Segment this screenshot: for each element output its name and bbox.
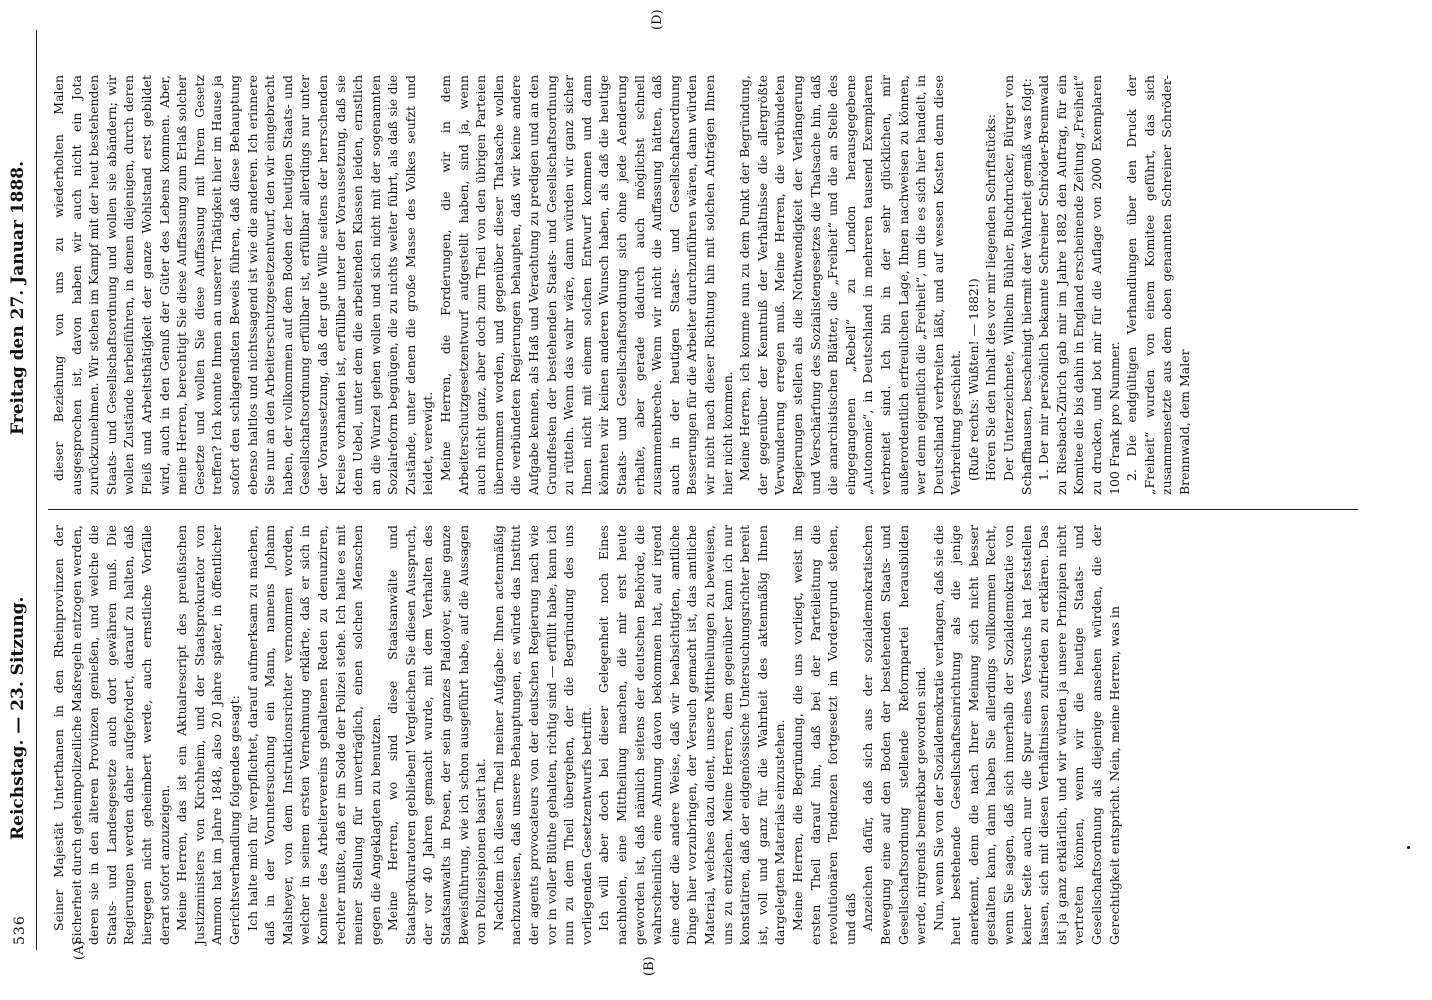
scan-speck bbox=[1407, 846, 1410, 849]
header-rule bbox=[36, 30, 37, 950]
running-header bbox=[0, 0, 50, 1000]
paragraph: Hören Sie den Inhalt des vor mir liegenden Schriftstücks: bbox=[983, 114, 999, 481]
paragraph: Seiner Majestät Unterthanen in den Rheinprovinzen der Sicherheit durch geheimpolizeiliche Maßregeln entzogen werden, deren sie in den älteren Provinzen genießen, und welche die Staats- und Landesgesetze auch dort gewähren muß. Die Regierungen werden daher aufgefordert, darauf zu halten, daß hiergegen nicht geheimbert werde, auch ernstliche Vorfälle derart sofort anzuzeigen. bbox=[51, 525, 172, 945]
paragraph: dieser Beziehung von uns zu wiederholten Malen ausgesprochen ist, davon haben wir auch nicht ein Jota zurückzunehmen. Wir stehen im Kampf mit der heut bestehenden Staats- und Gesellschaftsordnung und wollen sie abändern; wir wollen Zustände herbeiführen, in denen diejenigen, durch deren Fleiß und Arbeitsthätigkeit der ganze Wohlstand erst gebildet wird, auch in den Genuß der Güter des Lebens kommen. Aber, meine Herren, berechtigt Sie diese Auffassung zum Erlaß solcher Gesetze und wollen Sie diese Auffassung mit Ihrem Gesetz treffen? Ich konnte Ihnen an unserer Thätigkeit hier im Hause ja sofort den schlagendsten Beweis führen, daß diese Behauptung ebenso haltlos und nichtssagend ist wie die anderen. Ich erinnere Sie nur an den Arbeiterschutzgesetzentwurf, den wir eingebracht haben, der vollkommen auf dem Boden der heutigen Staats- und Gesellschaftsordnung erfüllbar ist, erfüllbar allerdings nur unter der Voraussetzung, daß der gute Wille seitens der herrschenden Kreise vorhanden ist, erfüllbar unter der Voraussetzung, daß sie dem Uebel, unter dem die arbeitenden Klassen leiden, ernstlich an die Wurzel gehen wollen und sich nicht mit der sogenannten Sozialreform begnügen, die zu nichts weiter führt, als daß sie die Zustände, unter denen die große Masse des Volkes seufzt und leidet, verewigt. bbox=[51, 75, 436, 495]
header-right-title: Freitag den 27. Januar 1888. bbox=[8, 160, 28, 435]
header-left-title: Reichstag. — 23. Sitzung. bbox=[8, 596, 28, 840]
paragraph: Anzeichen dafür, daß sich aus der sozialdemokratischen Bewegung eine auf den Boden der bestehenden Staats- und Gesellschaftsordnung stellende Reformpartei herausbilden werde, nirgends bemerkbar geworden sind. bbox=[860, 525, 929, 945]
paragraph: 1. Der mir persönlich bekannte Schreiner Schröder-Brennwald zu Riesbach-Zürich gab mir im Jahre 1882 den Auftrag, für ein Komitee die bis dahin in England erscheinende Zeitung „Freiheit“ zu drucken, und bot mir für die Auflage von 2000 Exemplaren 100 Frank pro Nummer. bbox=[1036, 75, 1122, 495]
paragraph: 2. Die endgültigen Verhandlungen über den Druck der „Freiheit“ wurden von einem Komitee geführt, das sich zusammensetzte aus dem oben genannten Schreiner Schröder-Brennwald, dem Maler bbox=[1124, 75, 1192, 495]
paragraph: Meine Herren, das ist ein Aktualrescript des preußischen Justizministers von Kirchheim, und der Staatsprokurator von Ammon hat im Jahre 1848, also 20 Jahre später, in öffentlicher Gerichtsverhandlung folgendes gesagt: bbox=[174, 525, 242, 945]
left-text-column bbox=[50, 525, 1123, 945]
margin-marker-b: (B) bbox=[642, 956, 657, 976]
paragraph: Nachdem ich diesen Theil meiner Aufgabe: Ihnen actenmäßig nachzuweisen, daß unsere Behauptungen, es würde das Institut der agents provocateurs von der deutschen Regierung nach wie vor in voller Blüthe gehalten, richtig sind — erfüllt habe, kann ich nun zu dem Theil übergehen, der die Begründung des uns vorliegenden Gesetzentwurfs betrifft. bbox=[490, 525, 594, 945]
digitization-watermark-strip bbox=[1384, 0, 1432, 1000]
margin-marker-a: (A) bbox=[72, 940, 87, 960]
paragraph: Meine Herren, ich komme nun zu dem Punkt der Begründung, der gegenüber der Kenntniß der Verhältnisse die allergrößte Verwunderung erregen muß. Meine Herren, die verbündeten Regierungen stellen als die Nothwendigkeit der Verlängerung und Verschärfung des Sozialistengesetzes die Thatsache hin, daß die anarchistischen Blätter, die „Freiheit“ und die an Stelle des eingegangenen „Rebell“ zu London herausgegebene „Autonomie“, in Deutschland in mehreren tausend Exemplaren verbreitet sind. Ich bin in der sehr glücklichen, mir außerordentlich erfreulichen Lage, Ihnen nachweisen zu können, wer denn eigentlich die „Freiheit“, um die es sich hier handelt, in Deutschland verbreiten läßt, und auf wessen Kosten denn diese Verbreitung geschieht. bbox=[737, 75, 964, 495]
paragraph: Meine Herren, wo sind diese Staatsanwälte und Staatsprokuratoren geblieben! Vergleichen Sie diesen Ausspruch, der vor 40 Jahren gemacht wurde, mit dem Verhalten des Staatsanwalts in Posen, der sein ganzes Plaidoyer, seine ganze Beweisführung, wie ich schon ausgeführt habe, auf die Aussagen von Polizeispionen basirt hat. bbox=[385, 525, 489, 945]
paragraph: Ich will aber doch bei dieser Gelegenheit noch Eines nachholen, eine Mittheilung machen, die mir erst heute geworden ist, daß nämlich seitens der deutschen Behörde, die wahrscheinlich eine Ahnung davon bekommen hat, auf irgend eine oder die andere Weise, daß wir beabsichtigten, amtliche Dinge hier vorzubringen, der Versuch gemacht ist, das amtliche Material, welches dazu dient, unsere Mittheilungen zu beweisen, uns zu entziehen. Meine Herren, dem gegenüber kann ich nur konstatiren, daß der eidgenössische Untersuchungsrichter bereit ist, voll und ganz für die Wahrheit des aktenmäßig Ihnen dargelegten Materials einzustehen. bbox=[596, 525, 788, 945]
right-text-column bbox=[50, 75, 1194, 495]
paragraph: Meine Herren, die Begründung, die uns vorliegt, weist im ersten Theil darauf hin, daß bei der Parteileitung die revolutionären Tendenzen fortgesetzt im Vordergrund stehen, und daß bbox=[789, 525, 858, 945]
paragraph: (Rufe rechts: Wüßten! — 1882!) bbox=[965, 278, 981, 481]
page-number: 536 bbox=[12, 915, 28, 945]
paragraph: Ich halte mich für verpflichtet, darauf aufmerksam zu machen, daß in der Voruntersuchung ein Mann, namens Johann Malsheyer, von dem Instruktionsrichter vernommen worden, welcher in seinem ersten Vernehmung erklärte, daß er sich in Komitee des Arbeitervereins gehaltenen Reden zu denunziren, rechter mußte, daß er im Solde der Polizei stehe. Ich halte es mit meiner Stellung für unverträglich, einen solchen Menschen gegen die Angeklagten zu benutzen. bbox=[244, 525, 383, 945]
paragraph: Nun, wenn Sie von der Sozialdemokratie verlangen, daß sie die heut bestehende Gesellschaftseinrichtung als die jenige anerkennt, denn die nach Ihrer Meinung sich nicht besser gestalten kann, dann haben Sie allerdings vollkommen Recht, wenn Sie sagen, daß sich innerhalb der Sozialdemokratie von keiner Seite auch nur die Spur eines Versuchs hat feststellen lassen, sich mit diesen Verhältnissen zufrieden zu erklären. Das ist ja ganz erklärlich, und wir würden ja unsere Prinzipien nicht vertreten können, wenn wir die heutige Staats- und Gesellschaftsordnung als diejenige ansehen würden, die der Gerechtigkeit entspricht. Nein, meine Herren, was in bbox=[930, 525, 1122, 945]
paragraph: Meine Herren, die Forderungen, die wir in dem Arbeiterschutzgesetzentwurf aufgestellt haben, sind ja, wenn auch nicht ganz, aber doch zum Theil von den übrigen Parteien übernommen worden, und gegenüber dieser Thatsache wollen die verbündeten Regierungen behaupten, daß wir keine andere Aufgabe kennen, als Haß und Verachtung zu predigen und an den Grundfesten der bestehenden Staats- und Gesellschaftsordnung zu rütteln. Wenn das wahr wäre, dann würden wir ganz sicher Ihnen nicht mit einem solchen Entwurf kommen und dann könnten wir keinen anderen Wunsch haben, als daß die heutige Staats- und Gesellschaftsordnung sich ohne jede Aenderung erhalte, aber gerade dadurch auch möglichst schnell zusammenbreche. Wenn wir nicht die Auffassung hätten, daß auch in der heutigen Staats- und Gesellschaftsordnung Besserungen für die Arbeiter durchzuführen wären, dann würden wir nicht nach dieser Richtung hin mit solchen Anträgen Ihnen hier nicht kommen. bbox=[438, 75, 735, 495]
paragraph: Der Unterzeichnete, Wilhelm Bühler, Buchdrucker, Bürger von Schaffhausen, bescheinigt hiermit der Wahrheit gemäß was folgt: bbox=[1001, 75, 1034, 495]
margin-marker-d: (D) bbox=[650, 9, 665, 30]
column-divider bbox=[48, 509, 1358, 510]
